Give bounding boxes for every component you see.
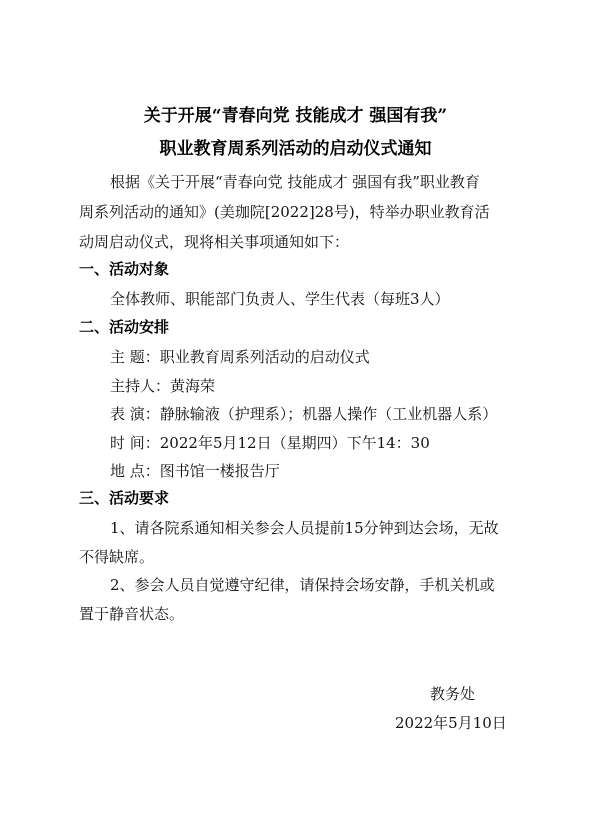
title-line-2: 职业教育周系列活动的启动仪式通知 (159, 139, 432, 159)
requirement-1-line-2: 不得缺席。 (79, 548, 155, 566)
arrangement-host: 主持人：黄海荣 (110, 377, 216, 395)
section-heading-arrangement: 二、活动安排 (79, 318, 170, 336)
signature-office: 教务处 (430, 685, 476, 703)
requirement-1-line-1: 1、请各院系通知相关参会人员提前15分钟到达会场，无故 (110, 519, 499, 537)
section-heading-targets: 一、活动对象 (79, 260, 170, 278)
signature-date: 2022年5月10日 (395, 714, 507, 732)
title-line-1: 关于开展“青春向党 技能成才 强国有我” (143, 106, 448, 126)
requirement-2-line-2: 置于静音状态。 (79, 605, 185, 623)
arrangement-time: 时 间：2022年5月12日（星期四）下午14：30 (110, 434, 430, 452)
intro-line-2: 周系列活动的通知》(美珈院[2022]28号)，特举办职业教育活 (79, 203, 490, 221)
arrangement-location: 地 点：图书馆一楼报告厅 (110, 462, 280, 480)
requirement-2-line-1: 2、参会人员自觉遵守纪律，请保持会场安静，手机关机或 (110, 576, 495, 594)
section-heading-requirements: 三、活动要求 (79, 489, 170, 507)
targets-text: 全体教师、职能部门负责人、学生代表（每班3人） (110, 290, 450, 308)
arrangement-theme: 主 题：职业教育周系列活动的启动仪式 (110, 348, 370, 366)
intro-line-1: 根据《关于开展“青春向党 技能成才 强国有我”职业教育 (110, 173, 480, 191)
arrangement-performance: 表 演：静脉输液（护理系）；机器人操作（工业机器人系） (110, 405, 498, 423)
intro-line-3: 动周启动仪式，现将相关事项通知如下： (79, 233, 350, 251)
